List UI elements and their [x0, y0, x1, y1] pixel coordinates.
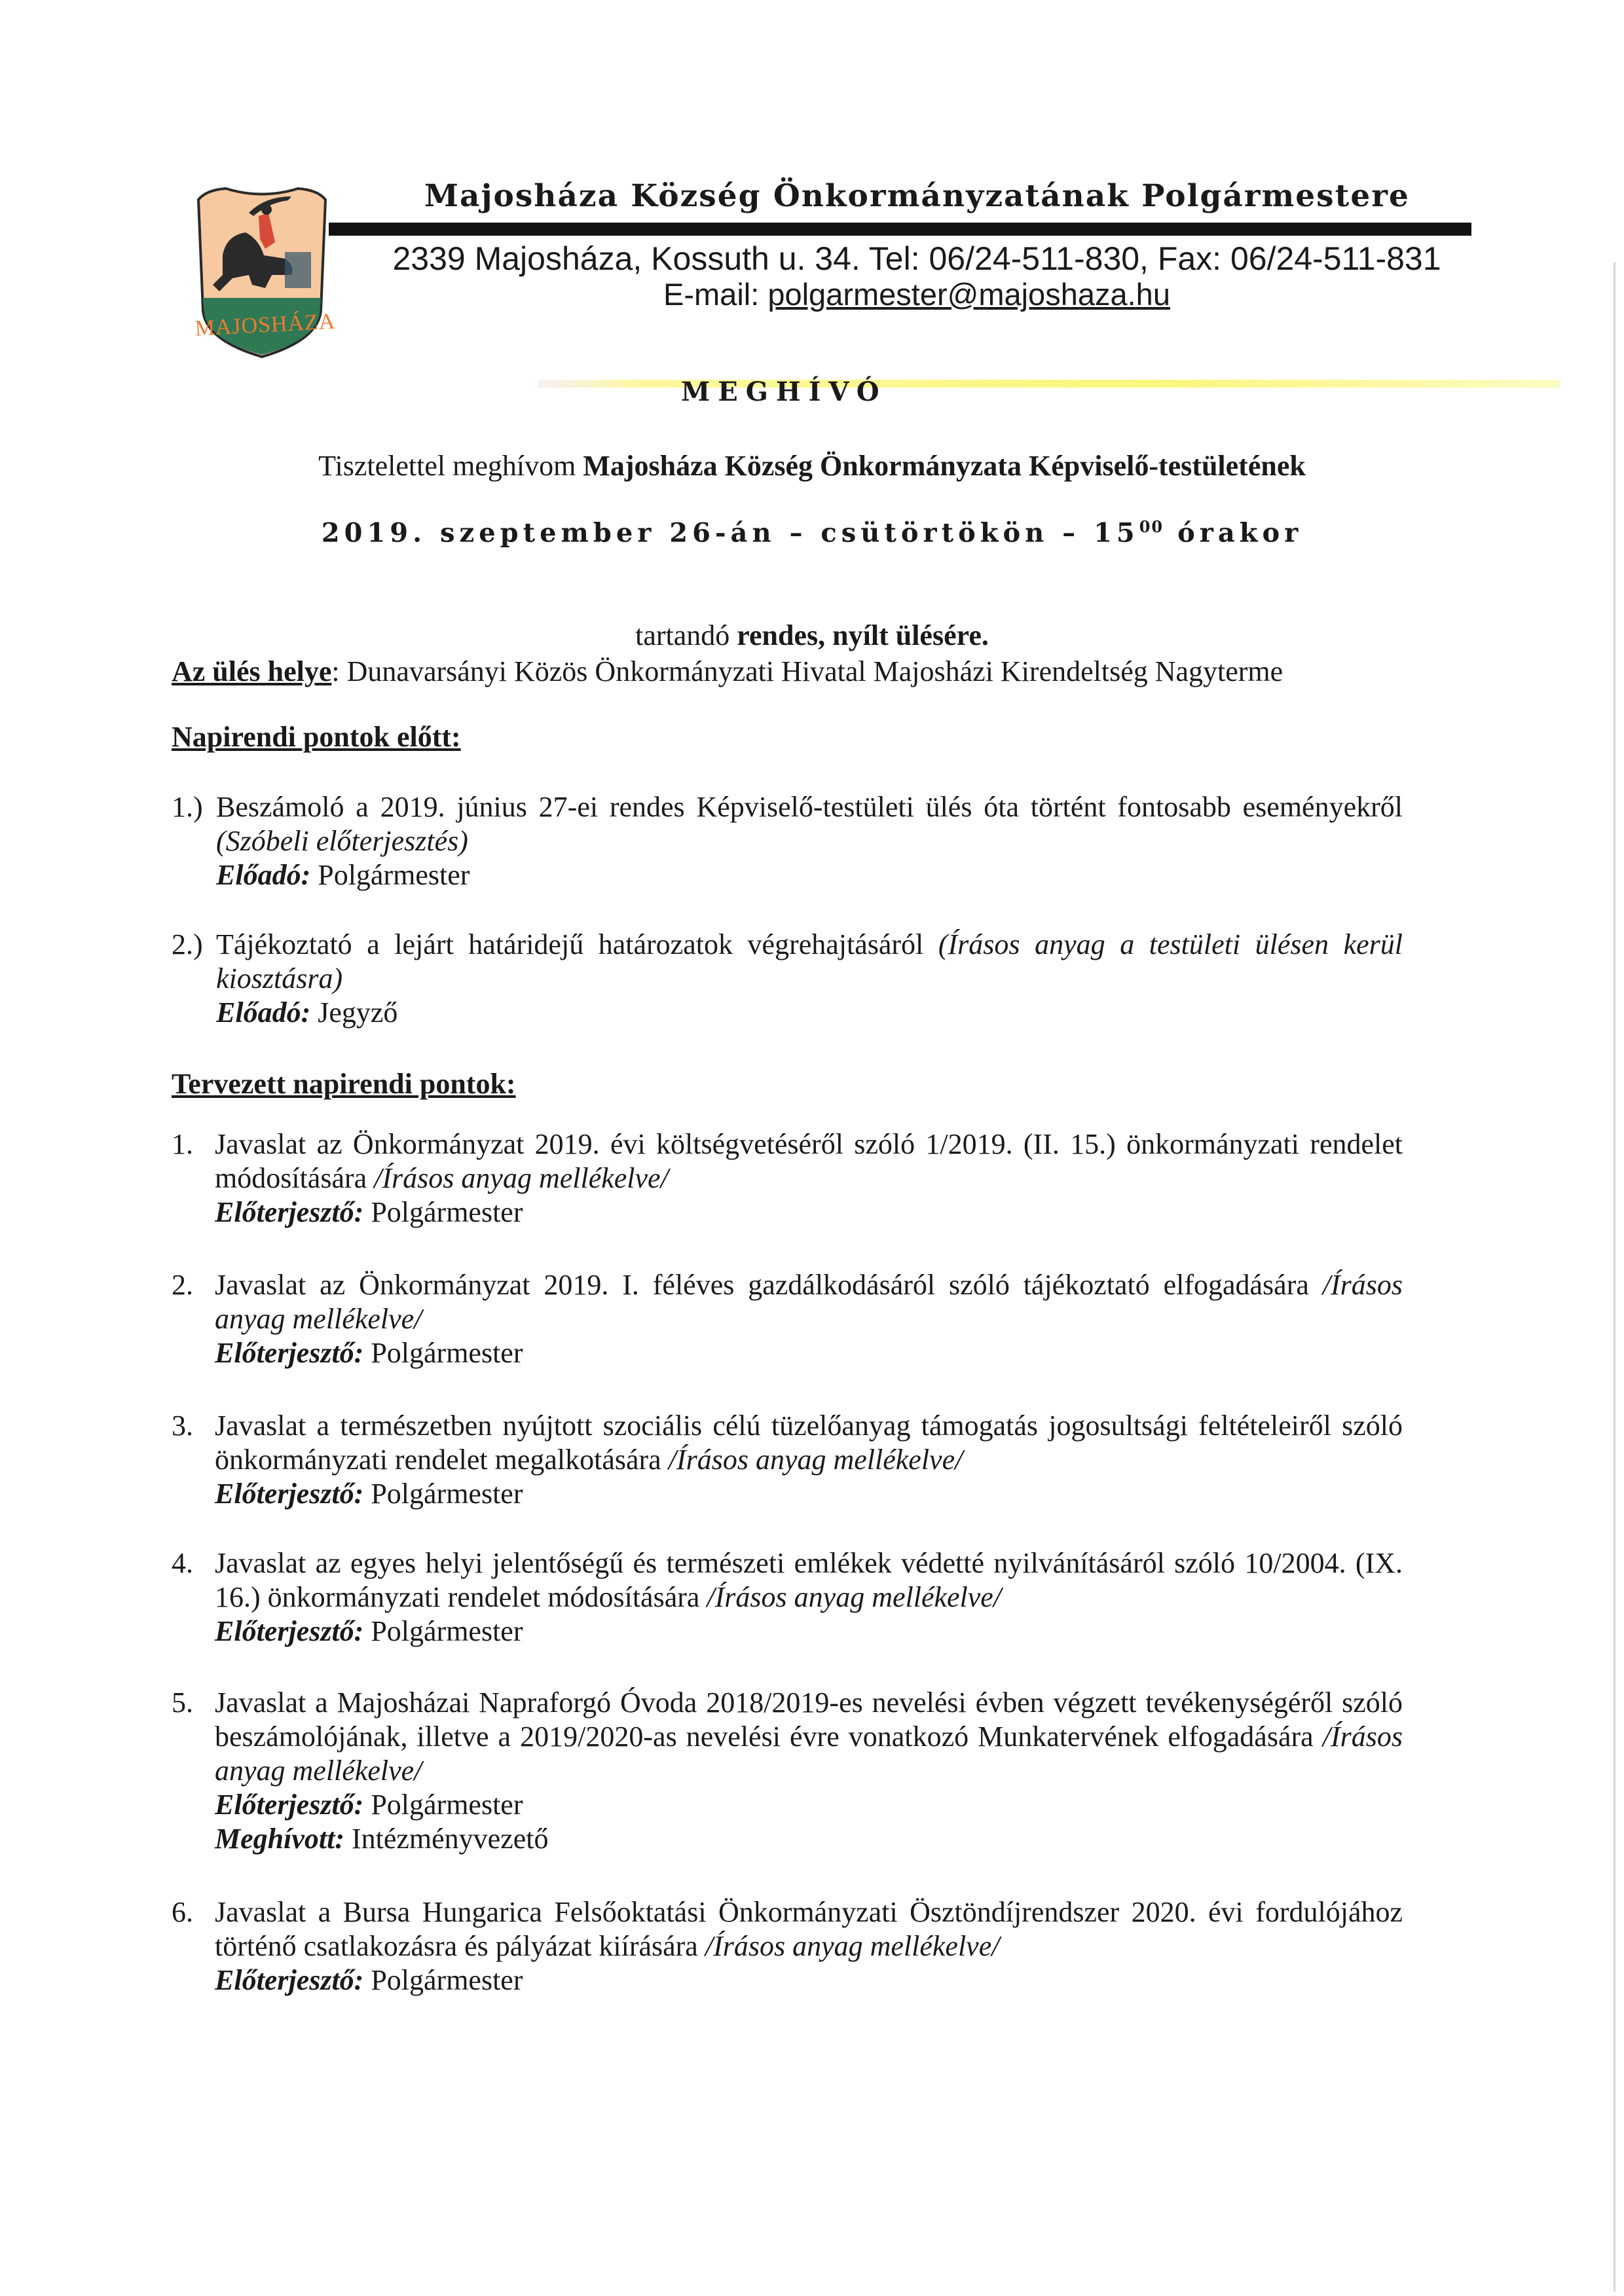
session-type: rendes, nyílt ülésére.: [737, 619, 989, 651]
presenter-value: Polgármester: [363, 1615, 523, 1647]
presenter-label: Előadó:: [216, 996, 311, 1029]
presenter-label: Előterjesztő:: [215, 1964, 364, 1996]
invitation-line: [157, 449, 1467, 483]
item-note: (Szóbeli előterjesztés): [216, 825, 468, 857]
address-line: 2339 Majosháza, Kossuth u. 34. Tel: 06/24-511-830, Fax: 06/24-511-831: [392, 240, 1441, 277]
item-number: 1.): [172, 791, 203, 823]
item-text: Tájékoztató a lejárt határidejű határozatok végrehajtásáról: [216, 928, 938, 960]
session-prefix: tartandó: [635, 619, 737, 651]
item-number: 5.: [172, 1686, 193, 1719]
item-number: 1.: [172, 1128, 193, 1160]
item-text: Beszámoló a 2019. június 27-ei rendes Képviselő-testületi ülés óta történt fontosabb eseményekről: [216, 791, 1403, 823]
presenter-value: Polgármester: [363, 1964, 523, 1996]
agenda-item: [172, 1686, 1403, 1856]
agenda-item: [172, 1268, 1403, 1370]
agenda-item: [172, 1895, 1403, 1997]
item-text: Javaslat a természetben nyújtott szociális célú tüzelőanyag támogatás jogosultsági feltételeiről szóló önkormányzati rendelet megalkotására: [215, 1410, 1403, 1476]
invited-value: Intézményvezető: [344, 1823, 549, 1855]
time-minutes: 00: [1139, 517, 1164, 536]
presenter-label: Előterjesztő:: [215, 1337, 364, 1369]
pre-agenda-heading: Napirendi pontok előtt:: [172, 721, 461, 753]
date-text: 2019. szeptember 26-án – csütörtökön – 15: [321, 517, 1139, 549]
venue-value: Dunavarsányi Közös Önkormányzati Hivatal Majosházi Kirendeltség Nagyterme: [346, 655, 1283, 687]
email-link[interactable]: polgarmester@majoshaza.hu: [767, 277, 1170, 312]
crest-label: MAJOSHÁZA: [194, 309, 337, 341]
item-note: /Írásos anyag mellékelve/: [707, 1581, 1002, 1613]
presenter-value: Polgármester: [363, 1789, 523, 1821]
item-note: /Írásos anyag mellékelve/: [705, 1930, 1000, 1962]
email-label: E-mail:: [663, 277, 768, 312]
agenda-item: [172, 1409, 1403, 1511]
time-suffix: órakor: [1164, 517, 1303, 549]
presenter-value: Jegyző: [310, 996, 398, 1029]
header-rule: [329, 223, 1471, 236]
session-line: [157, 619, 1467, 652]
venue-colon: :: [331, 655, 347, 687]
item-number: 3.: [172, 1410, 193, 1442]
pre-agenda-item: [172, 928, 1403, 1030]
item-text: Javaslat a Bursa Hungarica Felsőoktatási Önkormányzati Ösztöndíjrendszer 2020. évi fordulójához történő csatlakozásra és pályázat kiírására: [215, 1896, 1403, 1962]
presenter-label: Előterjesztő:: [215, 1615, 364, 1647]
venue: [172, 655, 1283, 688]
item-note: /Írásos anyag mellékelve/: [374, 1162, 669, 1194]
item-text: Javaslat az Önkormányzat 2019. évi költségvetéséről szóló 1/2019. (II. 15.) önkormányzati rendelet módosítására: [215, 1128, 1403, 1194]
item-number: 6.: [172, 1896, 193, 1928]
item-note: /Írásos anyag mellékelve/: [215, 1721, 1403, 1787]
presenter-label: Előterjesztő:: [215, 1478, 364, 1510]
presenter-label: Előadó:: [216, 859, 311, 891]
presenter-value: Polgármester: [310, 859, 470, 891]
presenter-value: Polgármester: [363, 1196, 523, 1228]
presenter-value: Polgármester: [363, 1478, 523, 1510]
pre-agenda-item: [172, 790, 1403, 892]
invited-body: Majosháza Község Önkormányzata Képviselő-testületének: [583, 450, 1306, 482]
item-number: 2.: [172, 1269, 193, 1301]
item-note: /Írásos anyag mellékelve/: [668, 1444, 963, 1476]
item-text: Javaslat az egyes helyi jelentőségű és természeti emlékek védetté nyilvánításáról szóló 10/2004. (IX. 16.) önkormányzati rendelet módosítására: [215, 1547, 1403, 1613]
item-number: 4.: [172, 1547, 193, 1579]
presenter-label: Előterjesztő:: [215, 1789, 364, 1821]
venue-label: Az ülés helye: [172, 655, 332, 687]
agenda-item: [172, 1546, 1403, 1649]
presenter-label: Előterjesztő:: [215, 1196, 364, 1228]
agenda-item: [172, 1127, 1403, 1230]
item-text: Javaslat az Önkormányzat 2019. I. féléves gazdálkodásáról szóló tájékoztató elfogadására: [215, 1269, 1323, 1301]
item-note: (Írásos anyag a testületi ülésen kerül kiosztásra): [216, 928, 1403, 994]
org-title: Majosháza Község Önkormányzatának Polgármestere: [424, 178, 1410, 214]
presenter-value: Polgármester: [363, 1337, 523, 1369]
invitation-lead: Tisztelettel meghívom: [318, 450, 583, 482]
meeting-date: [157, 517, 1467, 548]
item-note: /Írásos anyag mellékelve/: [215, 1269, 1403, 1335]
document-title: MEGHÍVÓ: [681, 376, 887, 407]
item-text: Javaslat a Majosházai Napraforgó Óvoda 2018/2019-es nevelési évben végzett tevékenységéről szóló beszámolójának, illetve a 2019/2020-as nevelési évre vonatkozó Munkatervének elfogadására: [215, 1686, 1403, 1753]
agenda-heading: Tervezett napirendi pontok:: [172, 1068, 516, 1100]
email-line: [347, 276, 1486, 312]
item-number: 2.): [172, 928, 203, 960]
scan-edge-line: [1614, 262, 1615, 2291]
invited-label: Meghívott:: [215, 1823, 344, 1855]
